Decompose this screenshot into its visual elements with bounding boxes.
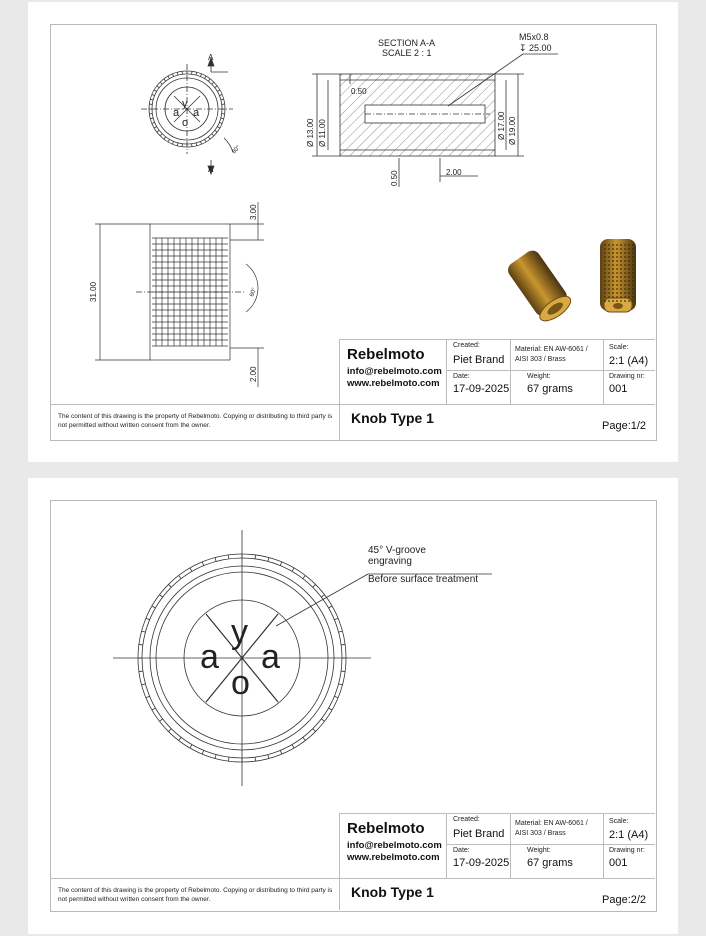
company-email: info@rebelmoto.com bbox=[347, 840, 442, 851]
drawing-number-value: 001 bbox=[609, 857, 628, 869]
date-value: 17-09-2025 bbox=[453, 857, 510, 869]
created-value: Piet Brand bbox=[453, 354, 505, 366]
chamfer-dim-top: 0.50 bbox=[351, 87, 367, 96]
logo-letter-y: y bbox=[231, 613, 248, 651]
angle-dim-side: 60° bbox=[249, 287, 258, 298]
annotation-v-groove: 45° V-groove bbox=[368, 545, 426, 556]
date-label: Date: bbox=[453, 847, 470, 854]
drawing-number-label: Drawing nr: bbox=[609, 847, 645, 854]
logo-letter-a-right: a bbox=[193, 107, 200, 119]
drawing-title: Knob Type 1 bbox=[351, 884, 434, 900]
drawing-sheet-page-2 bbox=[28, 478, 678, 934]
company-website: www.rebelmoto.com bbox=[347, 378, 440, 389]
material-label: Material: EN AW-6061 / bbox=[515, 346, 588, 353]
annotation-engraving: engraving bbox=[368, 556, 412, 567]
dim-diameter-13: Ø 13.00 bbox=[306, 118, 315, 147]
dim-diameter-17: Ø 17.00 bbox=[497, 111, 506, 140]
scale-value: 2:1 (A4) bbox=[609, 355, 649, 367]
company-email: info@rebelmoto.com bbox=[347, 366, 442, 377]
section-marker-top: A bbox=[208, 53, 214, 62]
top-end-view bbox=[141, 58, 233, 174]
technical-drawing-page-1 bbox=[28, 2, 678, 462]
created-value: Piet Brand bbox=[453, 828, 505, 840]
date-value: 17-09-2025 bbox=[453, 383, 510, 395]
page-number: Page:2/2 bbox=[602, 894, 647, 906]
company-website: www.rebelmoto.com bbox=[347, 852, 440, 863]
angle-dim-top: 60° bbox=[231, 144, 242, 156]
material-value: AISI 303 / Brass bbox=[515, 356, 566, 363]
thread-callout: M5x0.8 bbox=[519, 32, 549, 42]
scale-value: 2:1 (A4) bbox=[609, 829, 649, 841]
section-view bbox=[312, 54, 558, 187]
knob-3d-render bbox=[505, 239, 636, 325]
weight-label: Weight: bbox=[527, 373, 551, 380]
created-label: Created: bbox=[453, 816, 480, 823]
section-title: SECTION A-A bbox=[378, 38, 436, 48]
page-number: Page:1/2 bbox=[602, 420, 647, 432]
section-marker-bottom: A bbox=[208, 165, 214, 174]
side-view bbox=[95, 202, 264, 387]
dim-height-2: 2.00 bbox=[249, 366, 258, 382]
drawing-title: Knob Type 1 bbox=[351, 410, 434, 426]
logo-letter-o: o bbox=[231, 664, 250, 702]
annotation-surface-treatment: Before surface treatment bbox=[368, 574, 479, 585]
dim-length-31: 31.00 bbox=[89, 281, 98, 302]
weight-label: Weight: bbox=[527, 847, 551, 854]
drawing-number-label: Drawing nr: bbox=[609, 373, 645, 380]
logo-letter-a-left: a bbox=[200, 638, 219, 676]
weight-value: 67 grams bbox=[527, 857, 573, 869]
section-scale: SCALE 2 : 1 bbox=[382, 48, 432, 58]
date-label: Date: bbox=[453, 373, 470, 380]
company-name: Rebelmoto bbox=[347, 820, 425, 837]
dim-diameter-19: Ø 19.00 bbox=[508, 116, 517, 145]
dim-height-3: 3.00 bbox=[249, 204, 258, 220]
enlarged-end-view bbox=[113, 530, 492, 786]
copyright-notice: The content of this drawing is the property of Rebelmoto. Copying or distributing to third party is not permitted without written consent from the owner. bbox=[58, 887, 333, 903]
drawing-number-value: 001 bbox=[609, 383, 628, 395]
chamfer-dim-bottom: 0.50 bbox=[390, 170, 399, 186]
logo-letter-o: o bbox=[182, 117, 189, 129]
logo-letter-a-left: a bbox=[173, 107, 180, 119]
company-name: Rebelmoto bbox=[347, 346, 425, 363]
dim-diameter-11: Ø 11.00 bbox=[318, 119, 327, 147]
thread-depth: ↧ 25.00 bbox=[519, 43, 552, 53]
drawing-sheet-page-1 bbox=[28, 2, 678, 462]
scale-label: Scale: bbox=[609, 818, 629, 825]
scale-label: Scale: bbox=[609, 344, 629, 351]
created-label: Created: bbox=[453, 342, 480, 349]
material-label: Material: EN AW-6061 / bbox=[515, 820, 588, 827]
logo-letter-a-right: a bbox=[261, 638, 280, 676]
dim-width-2: 2.00 bbox=[446, 168, 462, 177]
copyright-notice: The content of this drawing is the property of Rebelmoto. Copying or distributing to third party is not permitted without written consent from the owner. bbox=[58, 413, 333, 429]
technical-drawing-page-2 bbox=[28, 478, 678, 934]
weight-value: 67 grams bbox=[527, 383, 573, 395]
material-value: AISI 303 / Brass bbox=[515, 830, 566, 837]
logo-letter-y: y bbox=[182, 98, 188, 110]
